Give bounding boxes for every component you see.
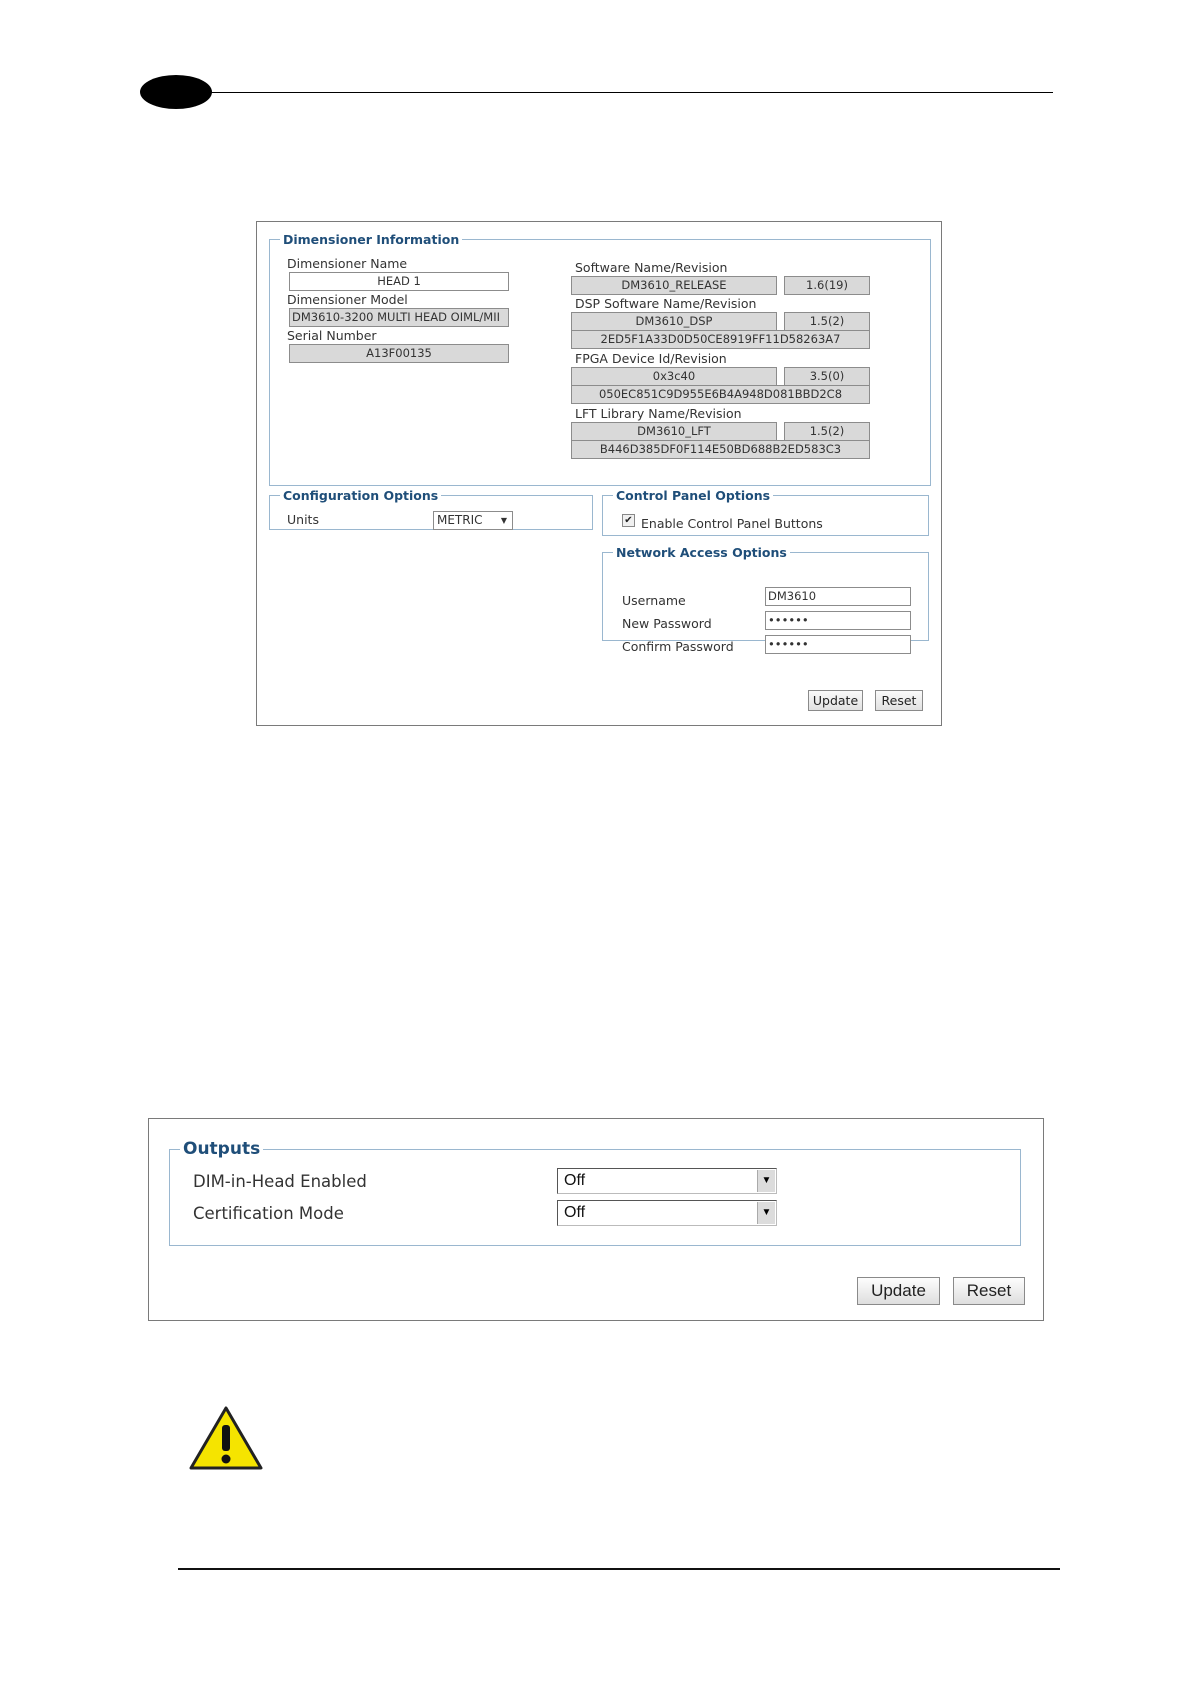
dropdown-arrow-icon: ▼: [500, 516, 507, 525]
certification-mode-value: Off: [564, 1204, 586, 1221]
network-access-legend: Network Access Options: [616, 545, 787, 560]
fpga-id-field: 0x3c40: [571, 367, 777, 386]
dimensioner-info-legend: Dimensioner Information: [283, 232, 460, 247]
dsp-hash-field: 2ED5F1A33D0D50CE8919FF11D58263A7: [571, 330, 870, 349]
fpga-hash-field: 050EC851C9D955E6B4A948D081BBD2C8: [571, 385, 870, 404]
warning-icon: [188, 1405, 264, 1471]
serial-number-label: Serial Number: [287, 328, 377, 343]
username-label: Username: [622, 593, 686, 608]
outputs-legend: Outputs: [183, 1139, 261, 1159]
certification-mode-label: Certification Mode: [193, 1204, 344, 1223]
enable-control-panel-checkbox[interactable]: [622, 514, 635, 527]
fpga-label: FPGA Device Id/Revision: [575, 351, 727, 366]
units-select-value: METRIC: [437, 513, 483, 527]
footer-rule: [178, 1568, 1060, 1570]
dsp-label: DSP Software Name/Revision: [575, 296, 757, 311]
enable-control-panel-label: Enable Control Panel Buttons: [641, 516, 823, 531]
units-select[interactable]: [433, 511, 513, 530]
lft-label: LFT Library Name/Revision: [575, 406, 742, 421]
update-button[interactable]: Update: [808, 690, 863, 711]
units-label: Units: [287, 512, 319, 527]
reset-button[interactable]: Reset: [875, 690, 923, 711]
dropdown-arrow-icon[interactable]: ▼: [757, 1170, 775, 1192]
dim-in-head-label: DIM-in-Head Enabled: [193, 1172, 367, 1191]
confirm-password-input[interactable]: ••••••: [765, 635, 911, 654]
outputs-panel: [148, 1118, 1044, 1321]
control-panel-legend: Control Panel Options: [616, 488, 771, 503]
outputs-update-button[interactable]: Update: [857, 1277, 940, 1305]
software-name-field: DM3610_RELEASE: [571, 276, 777, 295]
dim-in-head-value: Off: [564, 1172, 586, 1189]
dim-in-head-select[interactable]: [557, 1168, 777, 1194]
lft-revision-field: 1.5(2): [784, 422, 870, 441]
dimensioner-settings-panel: [256, 221, 942, 726]
username-input[interactable]: DM3610: [765, 587, 911, 606]
dropdown-arrow-icon[interactable]: ▼: [757, 1202, 775, 1224]
software-revision-field: 1.6(19): [784, 276, 870, 295]
fpga-revision-field: 3.5(0): [784, 367, 870, 386]
lft-name-field: DM3610_LFT: [571, 422, 777, 441]
dimensioner-model-label: Dimensioner Model: [287, 292, 408, 307]
confirm-password-label: Confirm Password: [622, 639, 734, 654]
config-options-legend: Configuration Options: [283, 488, 439, 503]
dsp-name-field: DM3610_DSP: [571, 312, 777, 331]
header-rule: [200, 92, 1053, 93]
new-password-input[interactable]: ••••••: [765, 611, 911, 630]
serial-number-field: A13F00135: [289, 344, 509, 363]
dimensioner-name-input[interactable]: HEAD 1: [289, 272, 509, 291]
new-password-label: New Password: [622, 616, 712, 631]
checkmark-icon: ✔: [624, 515, 633, 526]
dimensioner-model-field: DM3610-3200 MULTI HEAD OIML/MII: [289, 308, 509, 327]
lft-hash-field: B446D385DF0F114E50BD688B2ED583C3: [571, 440, 870, 459]
software-label: Software Name/Revision: [575, 260, 728, 275]
dimensioner-name-label: Dimensioner Name: [287, 256, 408, 271]
dsp-revision-field: 1.5(2): [784, 312, 870, 331]
certification-mode-select[interactable]: [557, 1200, 777, 1226]
outputs-reset-button[interactable]: Reset: [953, 1277, 1025, 1305]
